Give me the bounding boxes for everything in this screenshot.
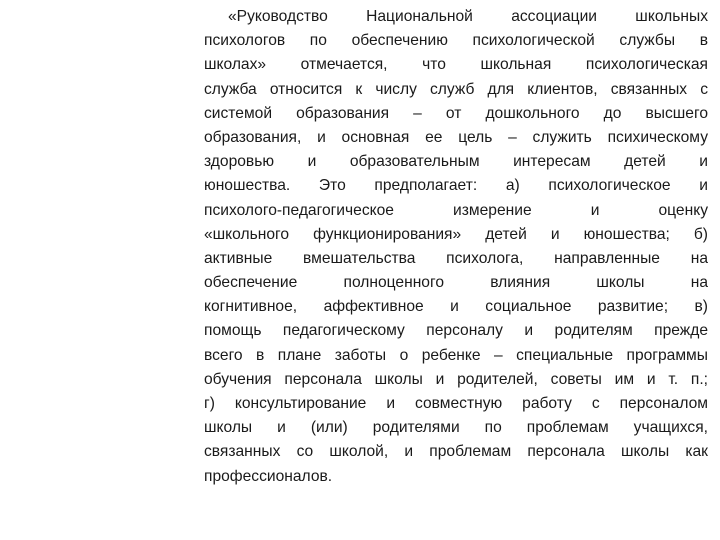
paragraph-line: «Руководство Национальной ассоциации школьных xyxy=(228,8,708,25)
paragraph-line: здоровью и образовательным интересам детей и xyxy=(204,153,708,171)
paragraph-line: всего в плане заботы о ребенке – специальные программы xyxy=(204,346,708,364)
paragraph xyxy=(204,5,708,489)
paragraph-line: образования, и основная ее цель – служить психическому xyxy=(204,128,708,146)
paragraph-line: «школьного функционирования» детей и юношества; б) xyxy=(204,225,708,243)
paragraph-line: г) консультирование и совместную работу с персоналом xyxy=(204,395,708,412)
paragraph-line: обучения персонала школы и родителей, советы им и т. п.; xyxy=(204,370,708,388)
paragraph-line: профессионалов. xyxy=(204,467,333,485)
paragraph-line: психолого-педагогическое измерение и оценку xyxy=(204,201,708,219)
paragraph-line: системой образования – от дошкольного до высшего xyxy=(204,104,708,122)
paragraph-line: когнитивное, аффективное и социальное развитие; в) xyxy=(204,298,708,316)
paragraph-line: обеспечение полноценного влияния школы на xyxy=(204,274,708,292)
paragraph-line: школах» отмечается, что школьная психологическая xyxy=(204,56,708,74)
paragraph-line: связанных со школой, и проблемам персонала школы как xyxy=(204,443,708,461)
paragraph-line: школы и (или) родителями по проблемам учащихся, xyxy=(204,419,708,437)
paragraph-line: помощь педагогическому персоналу и родителям прежде xyxy=(204,322,708,340)
paragraph-line: активные вмешательства психолога, направленные на xyxy=(204,249,708,267)
paragraph-line: юношества. Это предполагает: а) психологическое и xyxy=(204,177,708,195)
paragraph-line: служба относится к числу служб для клиентов, связанных с xyxy=(204,80,708,98)
paragraph-line: психологов по обеспечению психологической службы в xyxy=(204,32,708,50)
